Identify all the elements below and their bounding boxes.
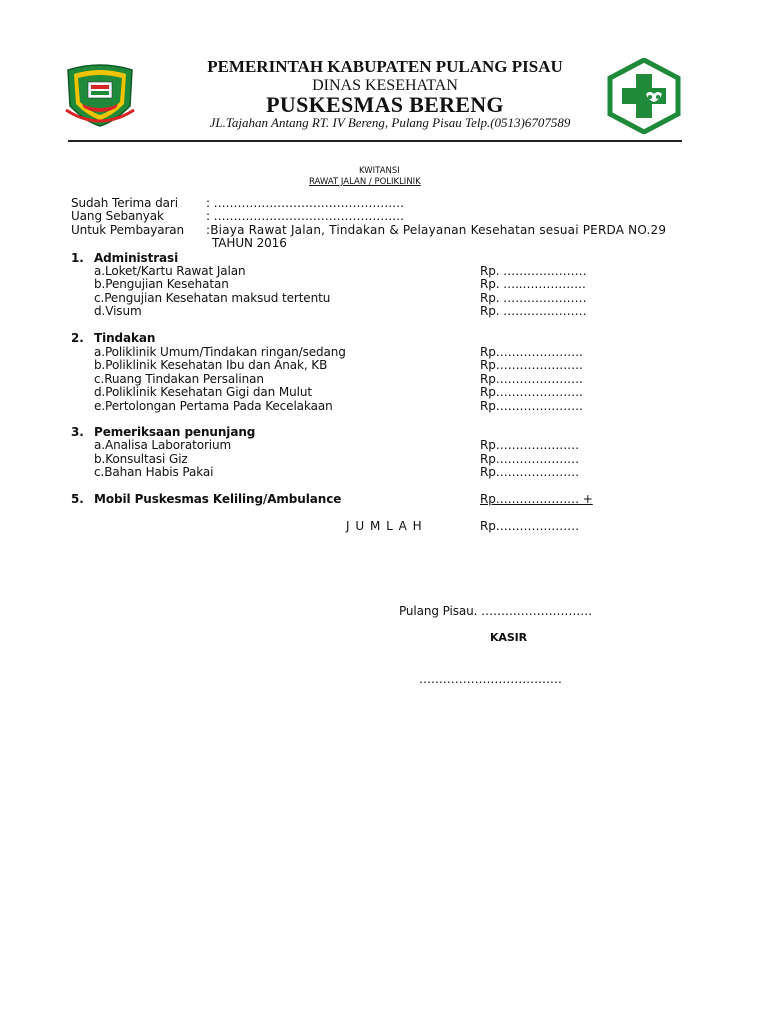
item-amount: Rp. …………………	[480, 291, 587, 305]
item-amount: Rp………………….	[480, 345, 583, 359]
section-number: 1.	[71, 251, 84, 265]
item-label: d.Poliklinik Kesehatan Gigi dan Mulut	[94, 385, 312, 399]
payment-purpose-value: :Biaya Rawat Jalan, Tindakan & Pelayanan Kesehatan sesuai PERDA NO.29	[206, 223, 667, 237]
item-amount: Rp………………….	[480, 372, 583, 386]
cashier-title: KASIR	[490, 631, 528, 644]
item-amount: Rp…………………	[480, 465, 580, 479]
amount-words-label: Uang Sebanyak	[71, 209, 164, 223]
item-amount: Rp………………….	[480, 385, 583, 399]
received-from-value: : …………………………………………	[206, 196, 405, 210]
item-label: c.Ruang Tindakan Persalinan	[94, 372, 264, 386]
item-amount: Rp. …..…………….	[480, 277, 586, 291]
letterhead-clinic-name: PUSKESMAS BERENG	[266, 92, 504, 117]
item-label: c.Bahan Habis Pakai	[94, 465, 214, 479]
section-heading-ambulance: Mobil Puskesmas Keliling/Ambulance	[94, 492, 342, 506]
item-amount: Rp………………….	[480, 358, 583, 372]
letterhead-government-name: PEMERINTAH KABUPATEN PULANG PISAU	[207, 57, 563, 76]
section-heading-tindakan: Tindakan	[94, 331, 156, 345]
item-label: b.Konsultasi Giz	[94, 452, 188, 466]
item-label: d.Visum	[94, 304, 142, 318]
receipt-subtitle: RAWAT JALAN / POLIKLINIK	[309, 177, 421, 187]
section-number: 3.	[71, 425, 84, 439]
item-amount: Rp…………………	[480, 438, 580, 452]
item-amount: Rp. …………………	[480, 304, 587, 318]
receipt-title: KWITANSI	[359, 166, 400, 176]
amount-words-value: : …………………………………………	[206, 209, 405, 223]
item-label: e.Pertolongan Pertama Pada Kecelakaan	[94, 399, 333, 413]
puskesmas-cross-icon	[604, 58, 684, 134]
section-heading-pemeriksaan: Pemeriksaan penunjang	[94, 425, 256, 439]
item-amount: Rp…………………	[480, 452, 580, 466]
total-label: J U M L A H	[346, 519, 423, 533]
kabupaten-emblem-icon	[64, 62, 136, 128]
place-date: Pulang Pisau. ……………………….	[399, 604, 592, 618]
item-label: a.Analisa Laboratorium	[94, 438, 232, 452]
ambulance-amount: Rp………………… +	[480, 492, 593, 506]
section-heading-administrasi: Administrasi	[94, 251, 179, 265]
item-label: b.Poliklinik Kesehatan Ibu dan Anak, KB	[94, 358, 328, 372]
item-amount: Rp………………….	[480, 399, 583, 413]
item-amount: Rp. …………………	[480, 264, 587, 278]
letterhead-address: JL.Tajahan Antang RT. IV Bereng, Pulang Pisau Telp.(0513)6707589	[209, 115, 571, 130]
total-amount: Rp…………………	[480, 519, 580, 533]
section-number: 5.	[71, 492, 84, 506]
letterhead-divider	[68, 140, 682, 142]
cashier-signature-line: ………………………………	[419, 672, 562, 686]
item-label: a.Poliklinik Umum/Tindakan ringan/sedang	[94, 345, 346, 359]
section-number: 2.	[71, 331, 84, 345]
payment-purpose-label: Untuk Pembayaran	[71, 223, 185, 237]
item-label: b.Pengujian Kesehatan	[94, 277, 229, 291]
letterhead-department-name: DINAS KESEHATAN	[312, 77, 458, 94]
item-label: a.Loket/Kartu Rawat Jalan	[94, 264, 246, 278]
received-from-label: Sudah Terima dari	[71, 196, 178, 210]
payment-purpose-value-line2: TAHUN 2016	[212, 236, 287, 250]
item-label: c.Pengujian Kesehatan maksud tertentu	[94, 291, 331, 305]
